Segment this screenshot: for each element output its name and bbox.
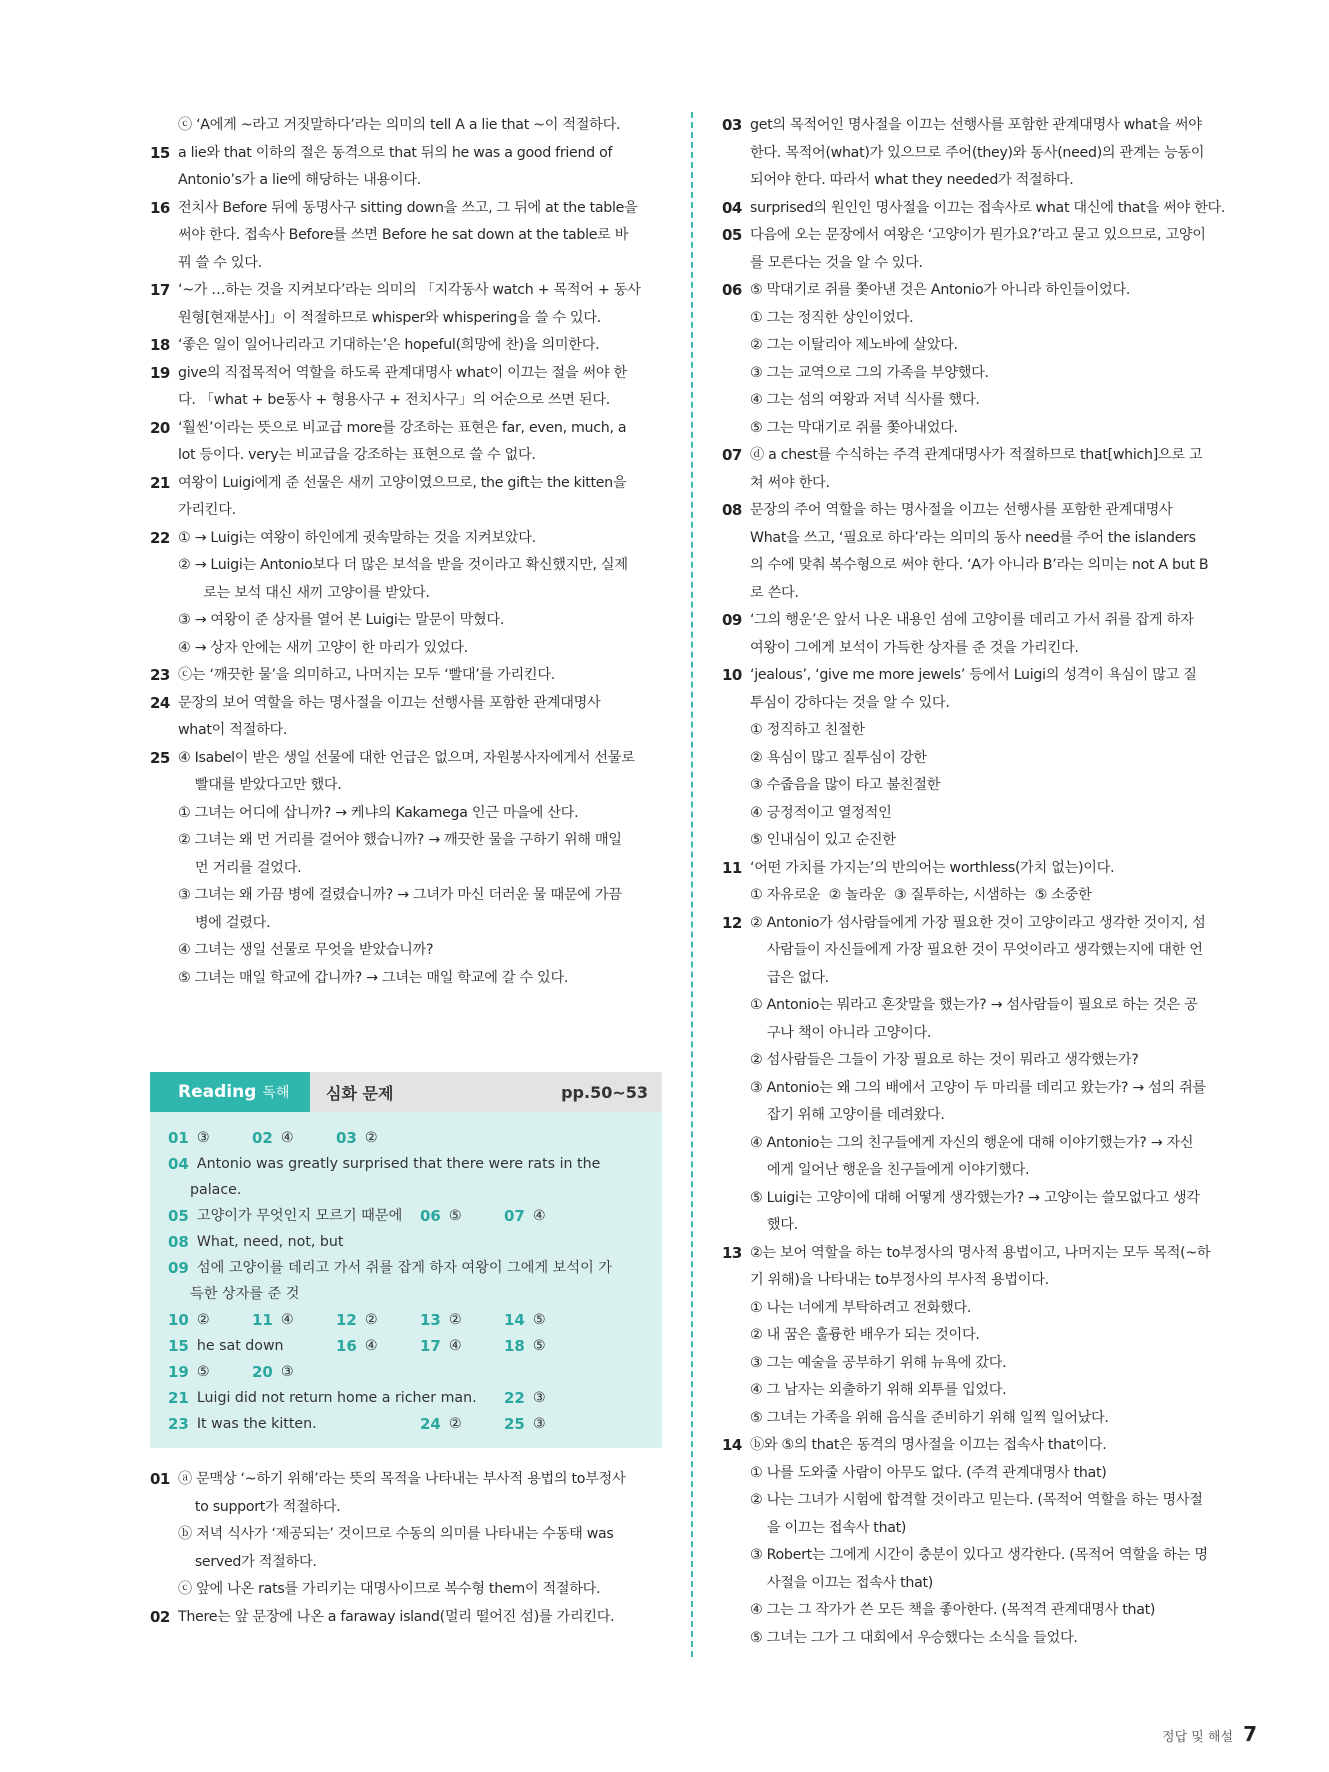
answer-number: 25 <box>504 1415 525 1433</box>
item-number: 24 <box>150 693 170 712</box>
explanation-line: ③ 수줍음을 많이 타고 불친절한 <box>750 777 941 793</box>
explanation-line: what이 적절하다. <box>178 722 288 738</box>
explanation-line: ④ 그녀는 생일 선물로 무엇을 받았습니까? <box>178 942 434 958</box>
explanation-line: ⑤ 그녀는 매일 학교에 갑니까? → 그녀는 매일 학교에 갈 수 있다. <box>178 969 569 986</box>
explanation-line: 사절을 이끄는 접속사 that) <box>750 1574 933 1591</box>
explanation-line: ⑤ 인내심이 있고 순진한 <box>750 832 896 848</box>
answer-row <box>168 1306 646 1332</box>
item-number: 13 <box>722 1243 742 1262</box>
item-number: 03 <box>722 116 742 134</box>
reading-answer-box <box>150 1072 662 1448</box>
explanation-item <box>150 745 662 993</box>
answer-number: 03 <box>336 1129 357 1147</box>
item-number: 11 <box>722 858 742 877</box>
explanation-line: ‘훨씬’이라는 뜻으로 비교급 more를 강조하는 표현은 far, even, much, a <box>178 419 627 436</box>
explanation-line: ① 자유로운 ② 놀라운 ③ 질투하는, 시샘하는 ⑤ 소중한 <box>750 887 1092 903</box>
explanation-line: ③ 그는 교역으로 그의 가족을 부양했다. <box>750 364 989 381</box>
explanation-line: There는 앞 문장에 나온 a faraway island(멀리 떨어진 섬)를 가리킨다. <box>178 1608 615 1625</box>
item-number: 04 <box>722 198 742 217</box>
explanation-line: 한다. 목적어(what)가 있으므로 주어(they)와 동사(need)의 관계는 능동이 <box>750 144 1205 161</box>
reading-label <box>150 1072 310 1112</box>
explanation-line: a lie와 that 이하의 절은 동격으로 that 뒤의 he was a good friend of <box>178 144 613 161</box>
explanation-item <box>722 910 1238 1240</box>
explanation-item <box>722 1432 1238 1652</box>
answer-number: 02 <box>252 1129 273 1147</box>
answer-number: 22 <box>504 1389 525 1407</box>
right-column <box>722 112 1238 1652</box>
explanation-line: ① 그는 정직한 상인이었다. <box>750 309 914 326</box>
item-number: 07 <box>722 446 742 464</box>
answer-row <box>168 1228 646 1254</box>
explanation-line: ‘jealous’, ‘give me more jewels’ 등에서 Luigi의 성격이 욕심이 많고 질 <box>750 667 1197 683</box>
explanation-line: ④ Isabel이 받은 생일 선물에 대한 언급은 없으며, 자원봉사자에게서 선물로 <box>178 749 635 766</box>
item-number: 16 <box>150 198 170 217</box>
explanation-line: ② 섬사람들은 그들이 가장 필요로 하는 것이 뭐라고 생각했는가? <box>750 1052 1139 1068</box>
explanation-item <box>722 855 1238 910</box>
explanation-line: ② Antonio가 섬사람들에게 가장 필요한 것이 고양이라고 생각한 것이지, 섬 <box>750 914 1206 931</box>
explanation-line: ⑤ 그는 막대기로 쥐를 쫓아내었다. <box>750 419 958 436</box>
answer-row <box>168 1254 646 1280</box>
item-number: 20 <box>150 418 170 437</box>
explanation-line: ② 그는 이탈리아 제노바에 살았다. <box>750 337 958 353</box>
explanation-line: ②는 보어 역할을 하는 to부정사의 명사적 용법이고, 나머지는 모두 목적(~하 <box>750 1244 1211 1261</box>
explanation-line: 다. 「what + be동사 + 형용사구 + 전치사구」의 어순으로 쓰면 된다. <box>178 392 610 408</box>
explanation-item <box>150 525 662 663</box>
page-footer <box>1162 1722 1257 1746</box>
explanation-line: 되어야 한다. 따라서 what they needed가 적절하다. <box>750 172 1074 188</box>
explanation-line: ④ 긍정적이고 열정적인 <box>750 804 892 821</box>
answer-number: 04 <box>168 1155 189 1173</box>
answer-number: 18 <box>504 1337 525 1355</box>
explanation-line: ① → Luigi는 여왕이 하인에게 귓속말하는 것을 지켜보았다. <box>178 529 536 546</box>
explanation-line: ② 그녀는 왜 먼 거리를 걸어야 했습니까? → 깨끗한 물을 구하기 위해 매일 <box>178 832 622 848</box>
item-number: 15 <box>150 143 170 162</box>
left-top-notes <box>150 112 662 992</box>
explanation-line: 전치사 Before 뒤에 동명사구 sitting down을 쓰고, 그 뒤에 at the table을 <box>178 199 638 216</box>
reading-box-header <box>150 1072 662 1112</box>
answer-number: 19 <box>168 1363 189 1381</box>
explanation-item <box>150 470 662 525</box>
answer-number: 05 <box>168 1207 189 1225</box>
explanation-item <box>722 662 1238 855</box>
explanation-line: ⑤ 그녀는 그가 그 대회에서 우승했다는 소식을 들었다. <box>750 1629 1078 1646</box>
answer-text: he sat down <box>196 1338 284 1354</box>
reading-title-bar <box>310 1072 662 1112</box>
explanation-line: ① 정직하고 친절한 <box>750 722 865 738</box>
answer-number: 12 <box>336 1311 357 1329</box>
explanation-line: get의 목적어인 명사절을 이끄는 선행사를 포함한 관계대명사 what을 써야 <box>750 117 1202 133</box>
answer-number: 01 <box>168 1129 189 1147</box>
explanation-line: ⓒ ‘A에게 ~라고 거짓말하다’라는 의미의 tell A a lie that ~이 적절하다. <box>178 117 621 133</box>
explanation-item <box>150 360 662 415</box>
explanation-line: 했다. <box>750 1217 798 1233</box>
item-number: 10 <box>722 666 742 684</box>
explanation-item <box>722 112 1238 195</box>
answer-row <box>168 1124 646 1150</box>
explanation-line: ⑤ Luigi는 고양이에 대해 어떻게 생각했는가? → 고양이는 쓸모없다고 생각 <box>750 1189 1200 1206</box>
explanation-line: ⓐ 문맥상 ‘~하기 위해’라는 뜻의 목적을 나타내는 부사적 용법의 to부정사 <box>178 1471 626 1487</box>
explanation-line: 을 이끄는 접속사 that) <box>750 1519 907 1536</box>
answer-row <box>168 1202 646 1228</box>
answer-number: 08 <box>168 1233 189 1251</box>
explanation-line: ③ → 여왕이 준 상자를 열어 본 Luigi는 말문이 막혔다. <box>178 612 505 628</box>
explanation-line: ① Antonio는 뭐라고 혼잣말을 했는가? → 섬사람들이 필요로 하는 것은 공 <box>750 997 1198 1013</box>
explanation-line: ⓒ 앞에 나온 rats를 가리키는 대명사이므로 복수형 them이 적절하다. <box>178 1581 601 1597</box>
answer-text: palace. <box>190 1182 242 1198</box>
explanation-line: ③ 그녀는 왜 가끔 병에 걸렸습니까? → 그녀가 마신 더러운 물 때문에 가끔 <box>178 887 622 903</box>
answer-key-body <box>150 1112 662 1448</box>
reading-box-pages: pp.50~53 <box>561 1082 648 1102</box>
answer-number: 10 <box>168 1311 189 1329</box>
explanation-item <box>150 112 662 140</box>
explanation-item <box>722 195 1238 223</box>
explanation-line: ③ 그는 예술을 공부하기 위해 뉴욕에 갔다. <box>750 1354 1007 1371</box>
explanation-line: Antonio’s가 a lie에 해당하는 내용이다. <box>178 172 421 188</box>
explanation-line: 로는 보석 대신 새끼 고양이를 받았다. <box>178 584 430 601</box>
explanation-line: ⓒ는 ‘깨끗한 물’을 의미하고, 나머지는 모두 ‘빨대’를 가리킨다. <box>178 667 555 683</box>
explanation-item <box>722 277 1238 442</box>
explanation-line: 사람들이 자신들에게 가장 필요한 것이 무엇이라고 생각했는지에 대한 언 <box>750 942 1203 958</box>
answer-row <box>168 1176 646 1202</box>
explanation-line: ‘좋은 일이 일어나리라고 기대하는’은 hopeful(희망에 찬)을 의미한다. <box>178 337 600 353</box>
explanation-line: 원형[현재분사]」이 적절하므로 whisper와 whispering을 쓸 수 있다. <box>178 309 601 326</box>
explanation-line: ③ Robert는 그에게 시간이 충분이 있다고 생각한다. (목적어 역할을 하는 명 <box>750 1547 1208 1563</box>
answer-text: ② <box>448 1416 462 1432</box>
reading-box-title: 심화 문제 <box>326 1083 394 1103</box>
answer-text: ④ <box>532 1208 546 1224</box>
explanation-item <box>150 277 662 332</box>
explanation-item <box>150 332 662 360</box>
explanation-item <box>150 1604 662 1632</box>
explanation-line: 의 수에 맞춰 복수형으로 써야 한다. ‘A가 아니라 B’라는 의미는 not A but B <box>750 557 1209 573</box>
explanation-line: ⓑ와 ⑤의 that은 동격의 명사절을 이끄는 접속사 that이다. <box>750 1437 1107 1453</box>
explanation-line: ② → Luigi는 Antonio보다 더 많은 보석을 받을 것이라고 확신했지만, 실제 <box>178 557 628 573</box>
explanation-line: ④ 그는 섬의 여왕과 저녁 식사를 했다. <box>750 392 980 408</box>
item-number: 23 <box>150 666 170 684</box>
explanation-line: lot 등이다. very는 비교급을 강조하는 표현으로 쓸 수 없다. <box>178 447 536 463</box>
explanation-line: 문장의 주어 역할을 하는 명사절을 이끄는 선행사를 포함한 관계대명사 <box>750 502 1173 518</box>
explanation-line: ⑤ 그녀는 가족을 위해 음식을 준비하기 위해 일찍 일어났다. <box>750 1409 1109 1426</box>
answer-text: ④ <box>280 1130 294 1146</box>
answer-number: 24 <box>420 1415 441 1433</box>
explanation-line: served가 적절하다. <box>178 1553 317 1570</box>
answer-number: 15 <box>168 1337 189 1355</box>
answer-text: ⑤ <box>196 1364 210 1380</box>
explanation-line: 써야 한다. 접속사 Before를 쓰면 Before he sat down at the table로 바 <box>178 227 629 243</box>
item-number: 25 <box>150 748 170 767</box>
explanation-line: 빨대를 받았다고만 했다. <box>178 777 342 793</box>
answer-cell <box>168 1410 317 1440</box>
explanation-line: to support가 적절하다. <box>178 1498 341 1515</box>
answer-text: ③ <box>532 1390 546 1406</box>
answer-number: 11 <box>252 1311 273 1329</box>
answer-text: 고양이가 무엇인지 모르기 때문에 <box>196 1208 403 1224</box>
answer-text: Luigi did not return home a richer man. <box>196 1390 477 1406</box>
item-number: 19 <box>150 363 170 382</box>
explanation-item <box>150 1466 662 1604</box>
explanation-item <box>722 607 1238 662</box>
answer-text: 섬에 고양이를 데리고 가서 쥐를 잡게 하자 여왕이 그에게 보석이 가 <box>196 1260 613 1276</box>
answer-text: ④ <box>448 1338 462 1354</box>
item-number: 05 <box>722 226 742 244</box>
answer-text: ② <box>364 1312 378 1328</box>
explanation-line: ④ 그 남자는 외출하기 위해 외투를 입었다. <box>750 1382 1007 1398</box>
explanation-line: 가리킨다. <box>178 502 236 518</box>
explanation-item <box>150 690 662 745</box>
explanation-item <box>722 497 1238 607</box>
answer-number: 20 <box>252 1363 273 1381</box>
explanation-line: ② 욕심이 많고 질투심이 강한 <box>750 749 927 766</box>
left-column <box>150 112 662 1631</box>
left-bottom-notes <box>150 1466 662 1631</box>
explanation-item <box>150 415 662 470</box>
explanation-line: 꿔 쓸 수 있다. <box>178 254 262 271</box>
explanation-line: What을 쓰고, ‘필요로 하다’라는 의미의 동사 need를 주어 the islanders <box>750 529 1196 546</box>
explanation-item <box>150 140 662 195</box>
item-number: 22 <box>150 528 170 547</box>
item-number: 02 <box>150 1607 170 1626</box>
answer-cell <box>420 1410 462 1440</box>
answer-cell <box>504 1410 546 1440</box>
answer-text: Antonio was greatly surprised that there were rats in the <box>196 1156 601 1172</box>
explanation-line: 문장의 보어 역할을 하는 명사절을 이끄는 선행사를 포함한 관계대명사 <box>178 694 601 711</box>
answer-text: What, need, not, but <box>196 1234 344 1250</box>
explanation-line: 잡기 위해 고양이를 데려왔다. <box>750 1107 945 1123</box>
answer-text: ⑤ <box>448 1208 462 1224</box>
explanation-line: 쳐 써야 한다. <box>750 474 830 491</box>
item-number: 09 <box>722 611 742 629</box>
explanation-line: 급은 없다. <box>750 969 829 986</box>
answer-number: 13 <box>420 1311 441 1329</box>
answer-number: 09 <box>168 1259 189 1277</box>
reading-label-sub: 독해 <box>262 1085 290 1101</box>
item-number: 12 <box>722 913 742 932</box>
answer-row <box>168 1280 646 1306</box>
explanation-line: give의 직접목적어 역할을 하도록 관계대명사 what이 이끄는 절을 써야 한 <box>178 364 627 381</box>
explanation-line: ‘그의 행운’은 앞서 나온 내용인 섬에 고양이를 데리고 가서 쥐를 잡게 하자 <box>750 612 1194 628</box>
answer-text: ④ <box>364 1338 378 1354</box>
answer-row <box>168 1410 646 1436</box>
explanation-line: 투심이 강하다는 것을 알 수 있다. <box>750 694 950 711</box>
explanation-line: ③ Antonio는 왜 그의 배에서 고양이 두 마리를 데리고 왔는가? → 섬의 쥐를 <box>750 1079 1206 1096</box>
explanation-line: ② 나는 그녀가 시험에 합격할 것이라고 믿는다. (목적어 역할을 하는 명사절 <box>750 1492 1203 1508</box>
answer-row <box>168 1150 646 1176</box>
answer-number: 14 <box>504 1311 525 1329</box>
explanation-line: ⓓ a chest를 수식하는 주격 관계대명사가 적절하므로 that[which]으로 고 <box>750 447 1203 463</box>
explanation-line: ① 그녀는 어디에 삽니까? → 케냐의 Kakamega 인근 마을에 산다. <box>178 804 579 821</box>
explanation-line: ④ 그는 그 작가가 쓴 모든 책을 좋아한다. (목적격 관계대명사 that) <box>750 1602 1156 1618</box>
page-number: 7 <box>1243 1722 1257 1746</box>
explanation-line: ⓑ 저녁 식사가 ‘제공되는’ 것이므로 수동의 의미를 나타내는 수동태 was <box>178 1526 614 1542</box>
answer-text: It was the kitten. <box>196 1416 317 1432</box>
explanation-line: surprised의 원인인 명사절을 이끄는 접속사로 what 대신에 that을 써야 한다. <box>750 199 1226 216</box>
explanation-line: 를 모른다는 것을 알 수 있다. <box>750 254 923 271</box>
explanation-line: 로 쓴다. <box>750 584 799 601</box>
explanation-item <box>722 442 1238 497</box>
explanation-item <box>150 662 662 690</box>
explanation-line: ① 나는 너에게 부탁하려고 전화했다. <box>750 1299 972 1316</box>
item-number: 01 <box>150 1470 170 1488</box>
explanation-item <box>722 1240 1238 1433</box>
answer-row <box>168 1332 646 1358</box>
explanation-line: ⑤ 막대기로 쥐를 쫓아낸 것은 Antonio가 아니라 하인들이었다. <box>750 282 1131 298</box>
answer-text: ⑤ <box>532 1338 546 1354</box>
explanation-item <box>150 195 662 278</box>
explanation-line: ‘~가 …하는 것을 지켜보다’라는 의미의 「지각동사 watch + 목적어 + 동사 <box>178 282 641 298</box>
answer-number: 07 <box>504 1207 525 1225</box>
explanation-line: 구나 책이 아니라 고양이다. <box>750 1024 932 1041</box>
item-number: 17 <box>150 281 170 299</box>
item-number: 21 <box>150 473 170 492</box>
answer-text: ② <box>364 1130 378 1146</box>
explanation-line: 다음에 오는 문장에서 여왕은 ‘고양이가 뭔가요?’라고 묻고 있으므로, 고양이 <box>750 227 1206 243</box>
explanation-line: ① 나를 도와줄 사람이 아무도 없다. (주격 관계대명사 that) <box>750 1464 1107 1481</box>
item-number: 14 <box>722 1436 742 1454</box>
answer-number: 17 <box>420 1337 441 1355</box>
answer-text: ③ <box>196 1130 210 1146</box>
item-number: 18 <box>150 336 170 354</box>
explanation-line: ② 내 꿈은 훌륭한 배우가 되는 것이다. <box>750 1327 980 1343</box>
answer-number: 06 <box>420 1207 441 1225</box>
column-divider <box>691 112 693 1657</box>
explanation-line: 병에 걸렸다. <box>178 914 271 931</box>
answer-text: ⑤ <box>532 1312 546 1328</box>
answer-row <box>168 1384 646 1410</box>
answer-text: ② <box>196 1312 210 1328</box>
reading-label-text: Reading <box>178 1082 257 1102</box>
answer-number: 21 <box>168 1389 189 1407</box>
explanation-line: 먼 거리를 걸었다. <box>178 859 302 876</box>
explanation-line: 기 위해)을 나타내는 to부정사의 부사적 용법이다. <box>750 1272 1049 1288</box>
answer-number: 23 <box>168 1415 189 1433</box>
explanation-line: ④ Antonio는 그의 친구들에게 자신의 행운에 대해 이야기했는가? → 자신 <box>750 1134 1194 1151</box>
explanation-line: ④ → 상자 안에는 새끼 고양이 한 마리가 있었다. <box>178 639 468 656</box>
explanation-line: ‘어떤 가치를 가지는’의 반의어는 worthless(가치 없는)이다. <box>750 859 1115 876</box>
answer-text: ② <box>448 1312 462 1328</box>
explanation-line: 에게 일어난 행운을 친구들에게 이야기했다. <box>750 1162 1030 1178</box>
answer-text: ③ <box>532 1416 546 1432</box>
answer-text: 득한 상자를 준 것 <box>190 1286 300 1302</box>
answer-text: ④ <box>280 1312 294 1328</box>
answer-row <box>168 1358 646 1384</box>
explanation-item <box>722 222 1238 277</box>
footer-label: 정답 및 해설 <box>1162 1730 1234 1745</box>
item-number: 06 <box>722 281 742 299</box>
answer-text: ③ <box>280 1364 294 1380</box>
item-number: 08 <box>722 501 742 519</box>
explanation-line: 여왕이 Luigi에게 준 선물은 새끼 고양이였으므로, the gift는 the kitten을 <box>178 474 627 491</box>
answer-number: 16 <box>336 1337 357 1355</box>
explanation-line: 여왕이 그에게 보석이 가득한 상자를 준 것을 가리킨다. <box>750 639 1079 656</box>
